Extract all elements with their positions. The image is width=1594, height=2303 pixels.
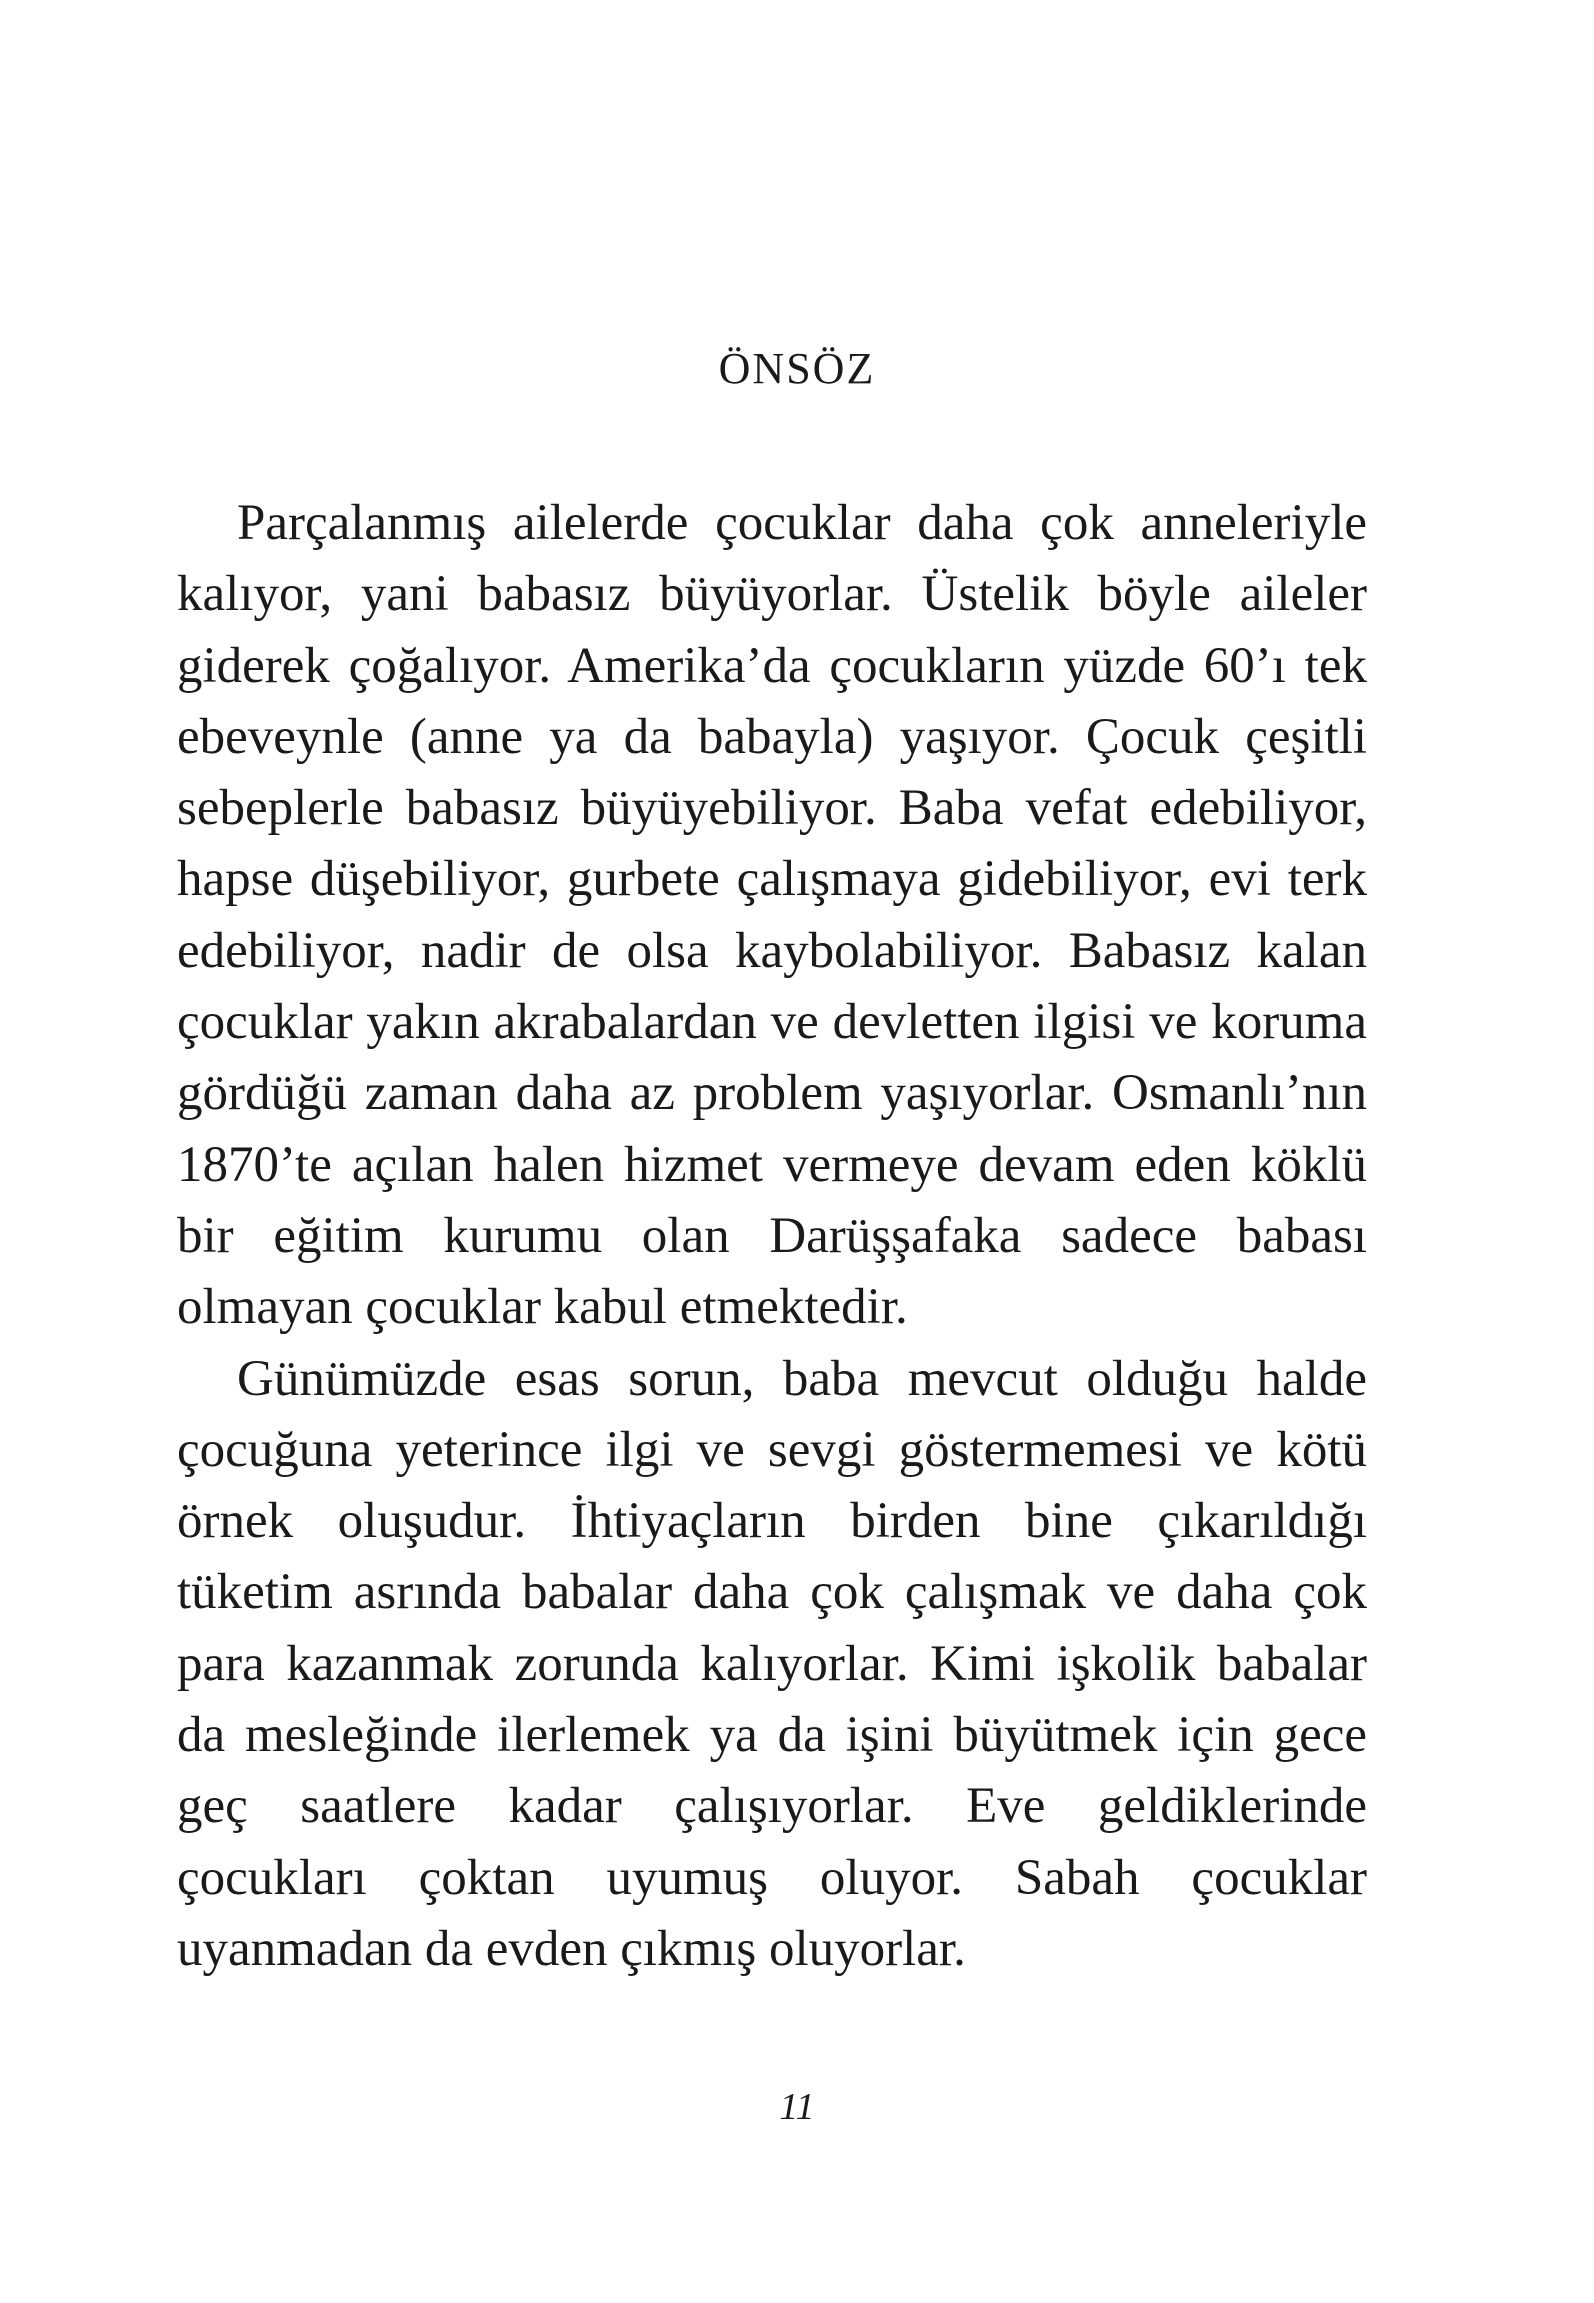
chapter-heading: ÖNSÖZ: [718, 344, 876, 393]
paragraph-1: Parçalanmış ailelerde çocuklar daha çok anneleriyle kalıyor, yani babasız büyüyorlar. Üstelik böyle aileler giderek çoğalıyor. Amerika’da çocukların yüzde 60’ı tek ebeveynle (anne ya da babayla) yaşıyor. Çocuk çeşitli sebeplerle babasız büyüyebiliyor. Baba vefat edebiliyor, hapse düşebiliyor, gurbete çalışmaya gidebiliyor, evi terk edebiliyor, nadir de olsa kaybolabiliyor. Babasız kalan çocuklar yakın akrabalardan ve devletten ilgisi ve koruma gördüğü zaman daha az problem yaşıyorlar. Osmanlı’nın 1870’te açılan halen hizmet vermeye devam eden köklü bir eğitim kurumu olan Darüşşafaka sadece babası olmayan çocuklar kabul etmektedir.: [177, 495, 1367, 1336]
page-number: 11: [779, 2086, 815, 2128]
paragraph-2: Günümüzde esas sorun, baba mevcut olduğu halde çocuğuna yeterince ilgi ve sevgi göstermemesi ve kötü örnek oluşudur. İhtiyaçların birden bine çıkarıldığı tüketim asrında babalar daha çok çalışmak ve daha çok para kazanmak zorunda kalıyorlar. Kimi işkolik babalar da mesleğinde ilerlemek ya da işini büyütmek için gece geç saatlere kadar çalışıyorlar. Eve geldiklerinde çocukları çoktan uyumuş oluyor. Sabah çocuklar uyanmadan da evden çıkmış oluyorlar.: [177, 1350, 1367, 1977]
body-text: [177, 488, 1367, 1985]
